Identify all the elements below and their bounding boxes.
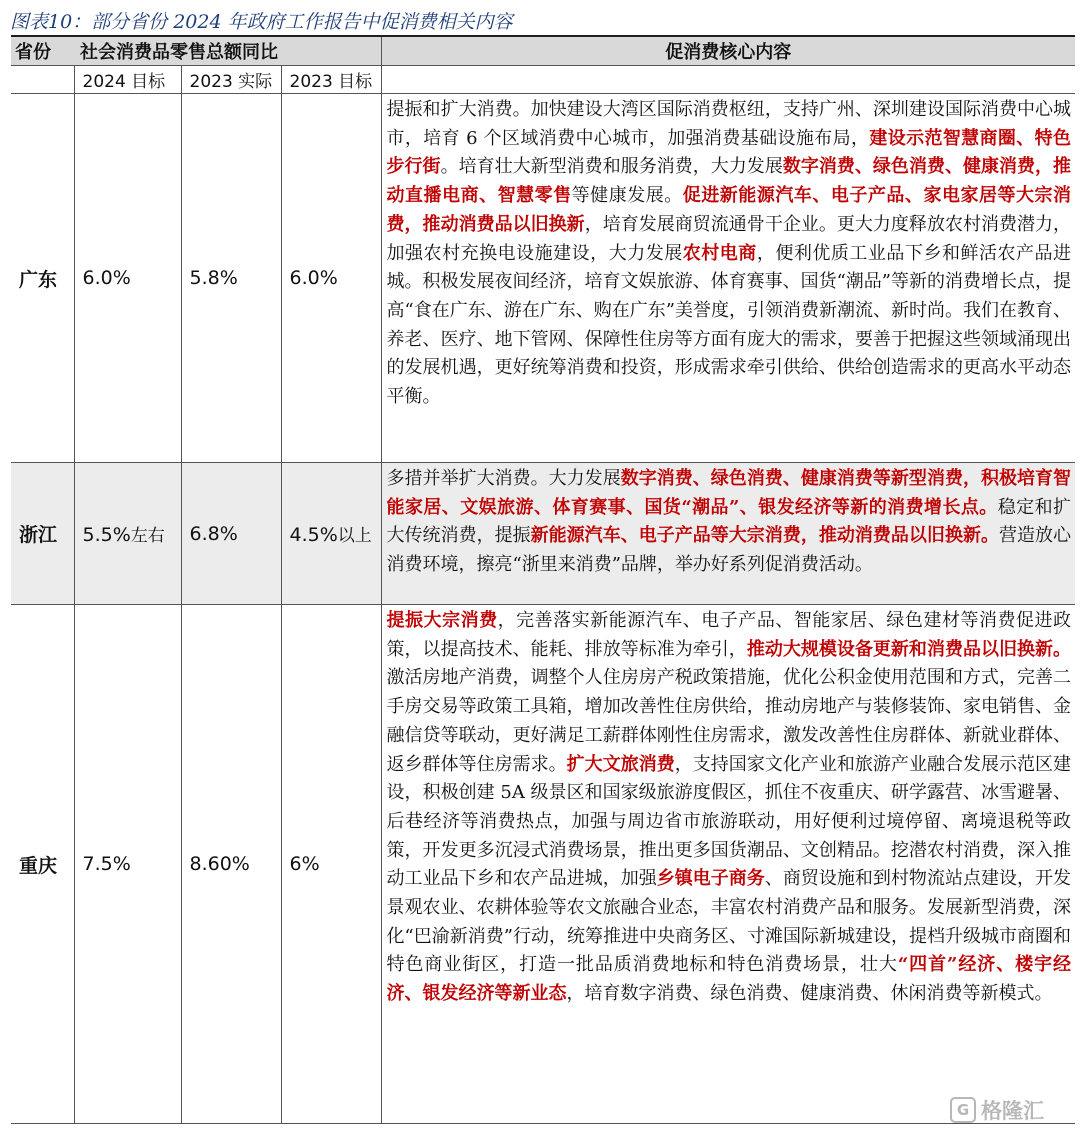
body-text: 提振和扩大消费。加快建设大湾区国际消费枢纽，支持广州、深圳建设国际消费中心城市，培育 6 个区域消费中心城市，加强消费基础设施布局， — [386, 99, 1072, 149]
subheader-core-blank — [381, 66, 1075, 94]
target-2024-suffix: 左右 — [130, 526, 165, 546]
body-text: 多措并举扩大消费。大力发展 — [386, 468, 621, 489]
body-text: ，便利优质工业品下乡和鲜活农产品进城。积极发展夜间经济，培育文娱旅游、体育赛事、国货“潮品”等新的消费增长点，提高“食在广东、游在广东、购在广东”美誉度，引领消费新潮流、新时尚。我们在教育、养老、医疗、地下管网、保障性住房等方面有庞大的需求，要善于把握这些领域涌现出的发展机遇，更好统筹消费和投资，形成需求牵引供给、供给创造需求的更高水平动态平衡。 — [386, 242, 1072, 408]
core-content-cell — [381, 94, 1075, 463]
table-row — [11, 605, 1075, 1124]
watermark-text: 格隆汇 — [981, 1099, 1044, 1123]
body-text: 激活房地产消费，调整个人住房房产税政策措施，优化公积金使用范围和方式，完善二手房交易等政策工具箱，增加改善性住房供给，推动房地产与装修装饰、家电销售、金融信贷等联动，更好满足工薪群体刚性住房需求，激发改善性住房群体、新就业群体、返乡群体等住房需求。 — [386, 667, 1072, 775]
highlighted-text: 促进新能源汽车、电子产品、家电家居等大宗消费，推动消费品以旧换新 — [386, 185, 1072, 235]
subheader-2024-target: 2024 目标 — [74, 66, 181, 94]
highlighted-text: 数字消费、绿色消费、健康消费，推动直播电商、智慧零售 — [386, 156, 1072, 207]
province-cell: 重庆 — [11, 605, 74, 1124]
watermark-logo-icon: G — [950, 1097, 976, 1123]
table-row — [11, 94, 1075, 463]
body-text: ，培育数字消费、绿色消费、健康消费、休闲消费等新模式。 — [566, 983, 1053, 1005]
header-retail-sales-yoy: 社会消费品零售总额同比 — [74, 36, 381, 66]
body-text: 。培育壮大新型消费和服务消费，大力发展 — [440, 156, 783, 178]
target-2023-suffix: 以上 — [337, 526, 372, 546]
highlighted-text: 提振大宗消费 — [386, 610, 498, 631]
highlighted-text: 农村电商 — [682, 242, 757, 264]
province-cell: 广东 — [11, 94, 74, 463]
subheader-2023-actual: 2023 实际 — [181, 66, 281, 94]
highlighted-text: 乡镇电子商务 — [656, 868, 765, 890]
core-content-cell — [381, 463, 1075, 605]
province-cell: 浙江 — [11, 463, 74, 605]
consumption-policy-table — [11, 35, 1075, 1124]
table-header-row — [11, 36, 1075, 66]
highlighted-text: 新能源汽车、电子产品等大宗消费，推动消费品以旧换新。 — [530, 525, 999, 547]
target-2024-value: 5.5% — [82, 524, 131, 546]
body-text: 营造放心消费环境，擦亮“浙里来消费”品牌，举办好系列促消费活动。 — [386, 525, 1072, 576]
body-text: ，完善落实新能源汽车、电子产品、智能家居、绿色建材等消费促进政策，以提高技术、能耗、排放等标准为牵引， — [386, 610, 1072, 660]
body-text: ，培育发展商贸流通骨干企业。更大力度释放农村消费潜力，加强农村充换电设施建设，大力发展 — [386, 213, 1072, 264]
target-2023-value: 4.5% — [289, 524, 338, 546]
table-row — [11, 463, 1075, 605]
highlighted-text: 扩大文旅消费 — [566, 753, 675, 775]
target-2024-cell — [74, 463, 181, 605]
table-subheader-row — [11, 66, 1075, 94]
target-2023-cell: 6.0% — [281, 94, 381, 463]
body-text: 稳定和扩大传统消费，提振 — [386, 496, 1072, 547]
highlighted-text: 推动大规模设备更新和消费品以旧换新。 — [746, 638, 1072, 660]
target-2023-cell — [281, 463, 381, 605]
target-2023-cell: 6% — [281, 605, 381, 1124]
body-text: 、商贸设施和到村物流站点建设，开发景观农业、农耕体验等农文旅融合业态，丰富农村消费产品和服务。发展新型消费，深化“巴渝新消费”行动，统筹推进中央商务区、寸滩国际新城建设，提档升级城市商圈和特色商业街区，打造一批品质消费地标和特色消费场景，壮大 — [386, 868, 1072, 976]
highlighted-text: “四首”经济、楼宇经济、银发经济等新业态 — [386, 954, 1072, 1005]
header-core-content: 促消费核心内容 — [381, 36, 1075, 66]
body-text: 等健康发展。 — [571, 185, 683, 207]
highlighted-text: 建设示范智慧商圈、特色步行街 — [386, 127, 1072, 178]
subheader-blank — [11, 66, 74, 94]
target-2024-cell: 6.0% — [74, 94, 181, 463]
core-content-cell — [381, 605, 1075, 1124]
actual-2023-cell: 5.8% — [181, 94, 281, 463]
highlighted-text: 数字消费、绿色消费、健康消费等新型消费，积极培育智能家居、文娱旅游、体育赛事、国货“潮品”、银发经济等新的消费增长点。 — [386, 468, 1072, 518]
watermark — [950, 1095, 1068, 1125]
actual-2023-cell: 6.8% — [181, 463, 281, 605]
subheader-2023-target: 2023 目标 — [281, 66, 381, 94]
body-text: ，支持国家文化产业和旅游产业融合发展示范区建设，积极创建 5A 级景区和国家级旅游度假区，抓住不夜重庆、研学露营、冰雪避暑、后巷经济等消费热点，加强与周边省市旅游联动，用好便利过境停留、离境退税等政策，开发更多沉浸式消费场景，推出更多国货潮品、文创精品。挖潜农村消费，深入推动工业品下乡和农产品进城，加强 — [386, 753, 1072, 890]
target-2024-cell: 7.5% — [74, 605, 181, 1124]
figure-caption: 图表10：部分省份 2024 年政府工作报告中促消费相关内容 — [10, 11, 513, 33]
header-province: 省份 — [11, 36, 74, 66]
actual-2023-cell: 8.60% — [181, 605, 281, 1124]
